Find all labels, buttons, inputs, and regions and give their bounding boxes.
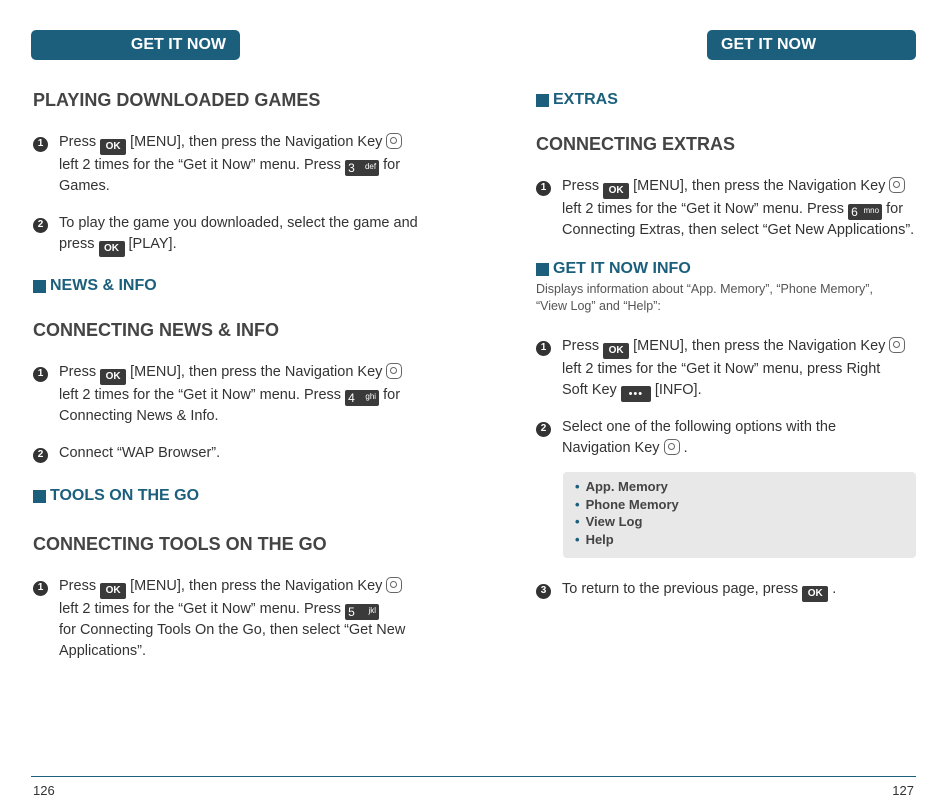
ok-key-icon: OK: [99, 241, 125, 257]
extras-step-1: 1 Press OK [MENU], then press the Navigation Key left 2 times for the “Get it Now” menu. Press 6 mno for Connecting Extras, then select “Get New Applications”.: [536, 176, 921, 241]
step-number: 1: [33, 367, 48, 382]
games-step-2: 2 To play the game you downloaded, select the game and press OK [PLAY].: [33, 213, 433, 257]
games-step-1: 1 Press OK [MENU], then press the Navigation Key left 2 times for the “Get it Now” menu. Press 3 def for Games.: [33, 132, 433, 197]
get-it-now-header-right: GET IT NOW: [707, 30, 916, 60]
ok-key-icon: OK: [603, 183, 629, 199]
page-number-right: 127: [892, 783, 914, 798]
step-number: 2: [33, 448, 48, 463]
section-square-icon: [33, 280, 46, 293]
key-6-icon: 6 mno: [848, 204, 882, 220]
page-number-left: 126: [33, 783, 55, 798]
key-3-icon: 3 def: [345, 160, 379, 176]
step-number: 1: [33, 137, 48, 152]
ok-key-icon: OK: [603, 343, 629, 359]
key-5-icon: 5 jkl: [345, 604, 379, 620]
tools-step-1: 1 Press OK [MENU], then press the Navigation Key left 2 times for the “Get it Now” menu. Press 5 jkl for Connecting Tools On the Go, then select “Get New Applications”.: [33, 576, 433, 661]
navigation-key-icon: [386, 363, 402, 379]
step-number: 1: [536, 341, 551, 356]
extras-section: EXTRAS: [536, 91, 618, 109]
section-square-icon: [33, 490, 46, 503]
step-number: 3: [536, 584, 551, 599]
footer-rule: [31, 776, 916, 777]
option-phone-memory: • Phone Memory: [575, 496, 679, 512]
news-step-1: 1 Press OK [MENU], then press the Navigation Key left 2 times for the “Get it Now” menu. Press 4 ghi for Connecting News & Info.: [33, 362, 433, 427]
navigation-key-icon: [889, 177, 905, 193]
option-app-memory: • App. Memory: [575, 479, 668, 494]
get-it-now-header-left: GET IT NOW: [31, 30, 240, 60]
playing-games-title: PLAYING DOWNLOADED GAMES: [33, 90, 321, 110]
step-number: 2: [33, 218, 48, 233]
info-step-3: 3 To return to the previous page, press OK .: [536, 579, 921, 602]
step-number: 2: [536, 422, 551, 437]
key-4-icon: 4 ghi: [345, 390, 379, 406]
navigation-key-icon: [664, 439, 680, 455]
connecting-extras-title: CONNECTING EXTRAS: [536, 134, 736, 154]
news-info-section: NEWS & INFO: [33, 277, 157, 295]
options-list: [575, 478, 679, 548]
ok-key-icon: OK: [100, 139, 126, 155]
option-help: • Help: [575, 531, 614, 547]
ok-key-icon: OK: [100, 369, 126, 385]
navigation-key-icon: [386, 133, 402, 149]
step-number: 1: [33, 581, 48, 596]
info-description: Displays information about “App. Memory”, “Phone Memory”, “View Log” and “Help”:: [536, 282, 873, 313]
section-square-icon: [536, 94, 549, 107]
connecting-tools-title: CONNECTING TOOLS ON THE GO: [33, 534, 327, 554]
ok-key-icon: OK: [802, 586, 828, 602]
option-view-log: • View Log: [575, 514, 643, 529]
navigation-key-icon: [889, 337, 905, 353]
section-square-icon: [536, 263, 549, 276]
navigation-key-icon: [386, 577, 402, 593]
info-step-1: 1 Press OK [MENU], then press the Navigation Key left 2 times for the “Get it Now” menu, press Right Soft Key ••• [INFO].: [536, 336, 921, 402]
right-soft-key-icon: •••: [621, 386, 651, 402]
connecting-news-title: CONNECTING NEWS & INFO: [33, 320, 279, 340]
news-step-2: 2 Connect “WAP Browser”.: [33, 443, 433, 464]
ok-key-icon: OK: [100, 583, 126, 599]
step-number: 1: [536, 181, 551, 196]
tools-section: TOOLS ON THE GO: [33, 487, 199, 505]
get-it-now-info-section: GET IT NOW INFO: [536, 260, 691, 278]
options-box: [563, 472, 916, 558]
info-step-2: 2 Select one of the following options with the Navigation Key .: [536, 417, 921, 458]
